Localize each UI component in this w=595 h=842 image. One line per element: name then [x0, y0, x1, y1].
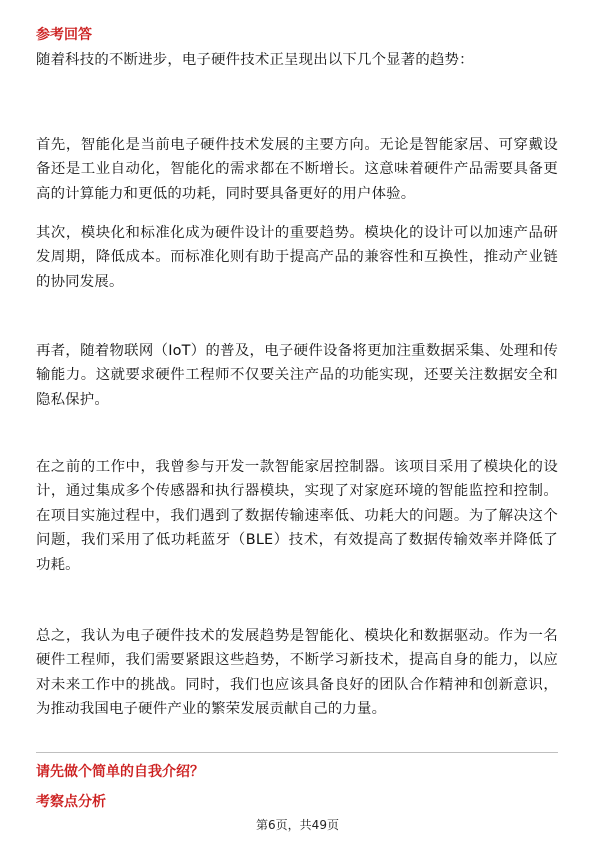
paragraph-conclusion: 总之，我认为电子硬件技术的发展趋势是智能化、模块化和数据驱动。作为一名硬件工程师，我们需要紧跟这些趋势，不断学习新技术，提高自身的能力，以应对未来工作中的挑战。同时，我们也应该具备良好的团队合作精神和创新意识，为推动我国电子硬件产业的繁荣发展贡献自己的力量。 — [36, 628, 558, 718]
paragraph-iot: 再者，随着物联网（IoT）的普及，电子硬件设备将更加注重数据采集、处理和传输能力。这就要求硬件工程师不仅要关注产品的功能实现，还要关注数据安全和隐私保护。 — [36, 343, 558, 408]
paragraph-modularization: 其次，模块化和标准化成为硬件设计的重要趋势。模块化的设计可以加速产品研发周期，降低成本。而标准化则有助于提高产品的兼容性和互换性，推动产业链的协同发展。 — [36, 225, 558, 290]
analysis-heading: 考察点分析 — [36, 794, 106, 810]
paragraph-project-experience: 在之前的工作中，我曾参与开发一款智能家居控制器。该项目采用了模块化的设计，通过集成多个传感器和执行器模块，实现了对家庭环境的智能监控和控制。在项目实施过程中，我们遇到了数据传输速率低、功耗大的问题。为了解决这个问题，我们采用了低功耗蓝牙（BLE）技术，有效提高了数据传输效率并降低了功耗。 — [36, 459, 558, 573]
reference-answer-heading: 参考回答 — [36, 27, 92, 43]
next-question-heading: 请先做个简单的自我介绍？ — [36, 764, 204, 780]
intro-paragraph: 随着科技的不断进步，电子硬件技术正呈现出以下几个显著的趋势： — [36, 52, 474, 68]
page-footer: 第6页，共49页 — [256, 818, 339, 832]
section-divider — [36, 752, 558, 753]
paragraph-intelligence: 首先，智能化是当前电子硬件技术发展的主要方向。无论是智能家居、可穿戴设备还是工业自动化，智能化的需求都在不断增长。这意味着硬件产品需要具备更高的计算能力和更低的功耗，同时要具备更好的用户体验。 — [36, 137, 558, 202]
